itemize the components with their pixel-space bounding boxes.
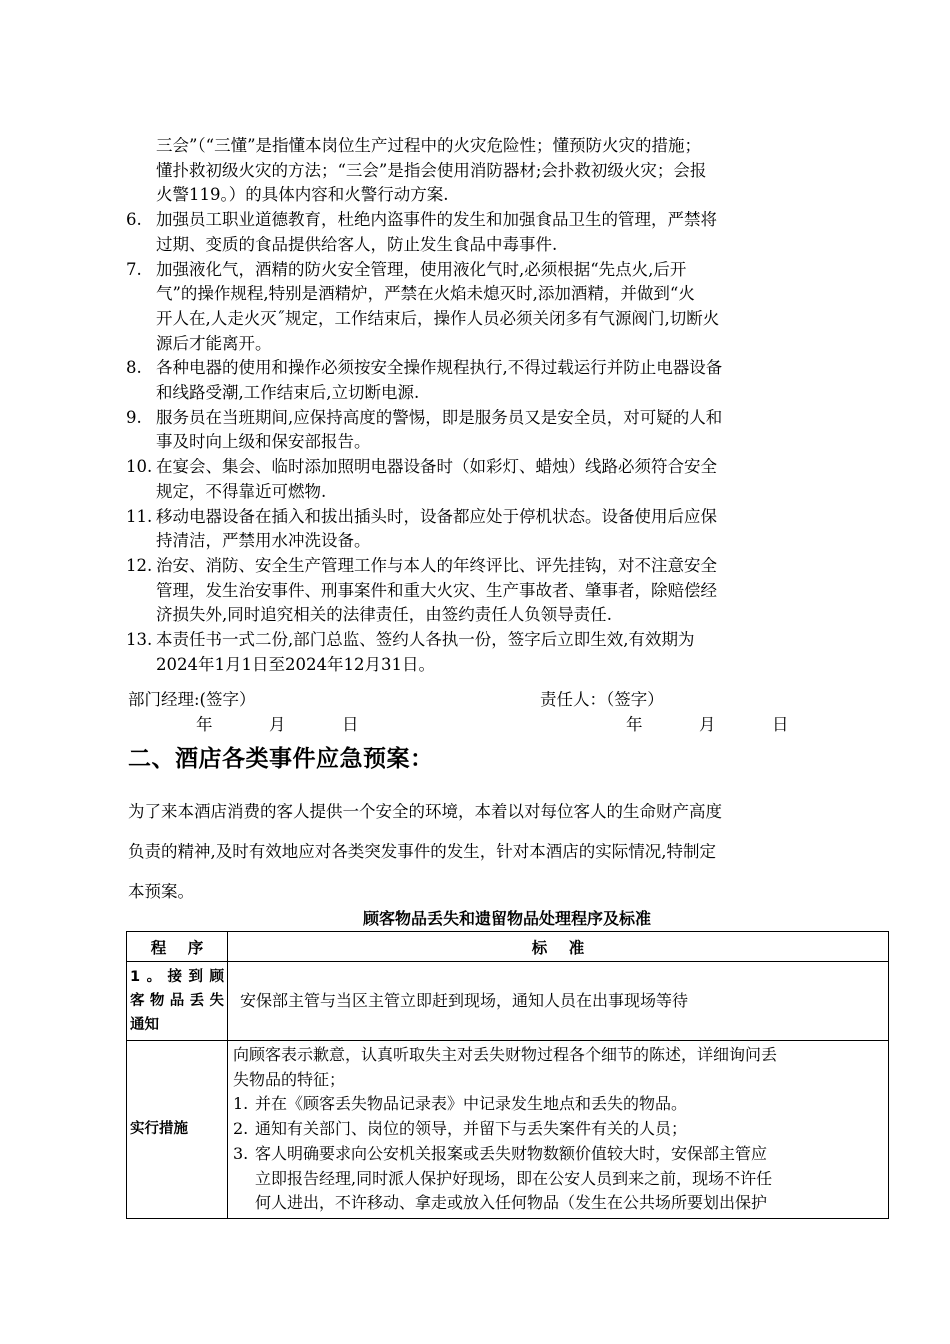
list-item xyxy=(126,208,826,257)
text-line: 各种电器的使用和操作必须按安全操作规程执行,不得过载运行并防止电器设备 xyxy=(156,358,723,378)
responsible-signature-date xyxy=(626,711,789,735)
responsible-signature-label: 责任人：（签字） xyxy=(540,690,664,709)
text-line: 气”的操作规程,特别是酒精炉，严禁在火焰未熄灭时,添加酒精，并做到“火 xyxy=(156,284,695,304)
measure-item xyxy=(233,1117,884,1142)
text-line: 开人在,人走火灭˝规定，工作结束后，操作人员必须关闭多有气源阀门,切断火 xyxy=(156,308,720,328)
list-item-number: 9. xyxy=(126,407,142,427)
list-item xyxy=(126,505,826,554)
measure-item xyxy=(233,1142,884,1216)
list-item xyxy=(126,554,826,628)
header-standard: 标 准 xyxy=(228,932,889,962)
manager-signature-date xyxy=(196,711,359,735)
text-line: 加强员工职业道德教育，杜绝内盗事件的发生和加强食品卫生的管理，严禁将 xyxy=(156,210,717,230)
date-year: 年 xyxy=(626,715,643,734)
list-item xyxy=(126,455,826,504)
text-line: 济损失外,同时追究相关的法律责任，由签约责任人负领导责任. xyxy=(156,605,612,625)
list-item-number: 7. xyxy=(126,259,142,279)
text-line: 过期、变质的食品提供给客人，防止发生食品中毒事件. xyxy=(156,234,558,254)
list-item-number: 13. xyxy=(126,630,153,650)
list-item-number: 8. xyxy=(126,358,142,378)
date-year: 年 xyxy=(196,715,213,734)
text-line: 懂扑救初级火灾的方法；“三会”是指会使用消防器材;会扑救初级火灾；会报 xyxy=(156,160,707,180)
text-line: 本责任书一式二份,部门总监、签约人各执一份，签字后立即生效,有效期为 xyxy=(156,630,695,650)
text-line: 和线路受潮,工作结束后,立切断电源. xyxy=(156,383,420,403)
text-line: 治安、消防、安全生产管理工作与本人的年终评比、评先挂钩，对不注意安全 xyxy=(156,555,717,575)
measure-item-text xyxy=(255,1092,884,1117)
section-intro xyxy=(128,792,828,912)
text-line: 失物品的特征； xyxy=(233,1069,346,1089)
list-item-number: 11. xyxy=(126,506,153,526)
measure-item-text xyxy=(255,1142,884,1216)
text-line: 加强液化气，酒精的防火安全管理，使用液化气时,必须根据“先点火,后开 xyxy=(156,259,687,279)
table-row xyxy=(127,962,889,1041)
list-item xyxy=(126,258,826,357)
text-line: 客物品丢失 xyxy=(130,993,224,1009)
list-item-text xyxy=(156,554,826,628)
text-line: 事及时向上级和保安部报告。 xyxy=(156,432,371,452)
standard-cell xyxy=(228,1041,889,1219)
text-line: 客人明确要求向公安机关报案或丢失财物数额价值较大时，安保部主管应 xyxy=(255,1143,768,1163)
text-line: 立即报告经理,同时派人保护好现场，即在公安人员到来之前，现场不许任 xyxy=(255,1168,773,1188)
measure-item xyxy=(233,1092,884,1117)
procedure-table xyxy=(126,931,889,1219)
list-continuation xyxy=(126,134,826,208)
list-item-text xyxy=(156,505,826,554)
date-month: 月 xyxy=(269,715,286,734)
text-line: 三会”（“三懂”是指懂本岗位生产过程中的火灾危险性；懂预防火灾的措施； xyxy=(156,136,702,155)
standard-cell: 安保部主管与当区主管立即赶到现场，通知人员在出事现场等待 xyxy=(228,962,889,1041)
list-item-number: 10. xyxy=(126,457,153,477)
text-line: 火警119。）的具体内容和火警行动方案. xyxy=(156,185,449,205)
text-line: 在宴会、集会、临时添加照明电器设备时（如彩灯、蜡烛）线路必须符合安全 xyxy=(156,457,717,477)
manager-signature-label: 部门经理:(签字） xyxy=(128,690,256,709)
list-item-number: 6. xyxy=(126,210,142,230)
table-title: 顾客物品丢失和遗留物品处理程序及标准 xyxy=(362,909,651,928)
measure-item-number: 3. xyxy=(233,1143,249,1163)
table-header-row xyxy=(127,932,889,962)
text-line: 为了来本酒店消费的客人提供一个安全的环境，本着以对每位客人的生命财产高度 xyxy=(128,802,722,821)
measure-item-number: 2. xyxy=(233,1119,249,1139)
text-line: 并在《顾客丢失物品记录表》中记录发生地点和丢失的物品。 xyxy=(255,1094,688,1114)
measure-item-text xyxy=(255,1117,884,1142)
text-line: 负责的精神,及时有效地应对各类突发事件的发生，针对本酒店的实际情况,特制定 xyxy=(128,842,716,861)
list-item-text xyxy=(156,258,826,357)
text-line: 源后才能离开。 xyxy=(156,333,272,353)
list-item xyxy=(126,628,826,677)
table-row xyxy=(127,1041,889,1219)
list-item-text xyxy=(156,356,826,405)
date-month: 月 xyxy=(699,715,716,734)
text-line: 管理，发生治安事件、刑事案件和重大火灾、生产事故者、肇事者，除赔偿经 xyxy=(156,580,717,600)
text-line: 持清洁，严禁用水冲洗设备。 xyxy=(156,531,371,551)
text-line: 2024年1月1日至2024年12月31日。 xyxy=(156,654,435,674)
list-item-number: 12. xyxy=(126,555,153,575)
text-line: 通知 xyxy=(130,1017,159,1033)
date-day: 日 xyxy=(342,715,359,734)
list-item xyxy=(126,356,826,405)
list-item xyxy=(126,406,826,455)
list-item-text xyxy=(156,406,826,455)
text-line: 何人进出，不许移动、拿走或放入任何物品（发生在公共场所要划出保护 xyxy=(255,1193,768,1213)
measure-item-number: 1. xyxy=(233,1094,249,1114)
procedure-cell: 实行措施 xyxy=(127,1041,228,1219)
text-line: 本预案。 xyxy=(128,882,194,901)
list-item-text xyxy=(156,455,826,504)
list-item-text xyxy=(156,208,826,257)
procedure-cell xyxy=(127,962,228,1041)
responsibility-list xyxy=(126,134,826,677)
text-line: 服务员在当班期间,应保持高度的警惕，即是服务员又是安全员，对可疑的人和 xyxy=(156,407,723,427)
list-item-text xyxy=(156,628,826,677)
date-day: 日 xyxy=(772,715,789,734)
header-procedure: 程 序 xyxy=(127,932,228,962)
text-line: 规定，不得靠近可燃物. xyxy=(156,481,327,501)
text-line: 移动电器设备在插入和拔出插头时，设备都应处于停机状态。设备使用后应保 xyxy=(156,506,717,526)
text-line: 1。接到顾 xyxy=(130,969,224,985)
text-line: 向顾客表示歉意，认真听取失主对丢失财物过程各个细节的陈述，详细询问丢 xyxy=(233,1045,778,1064)
section-heading: 二、酒店各类事件应急预案： xyxy=(128,746,434,772)
text-line: 通知有关部门、岗位的领导，并留下与丢失案件有关的人员； xyxy=(255,1119,688,1139)
